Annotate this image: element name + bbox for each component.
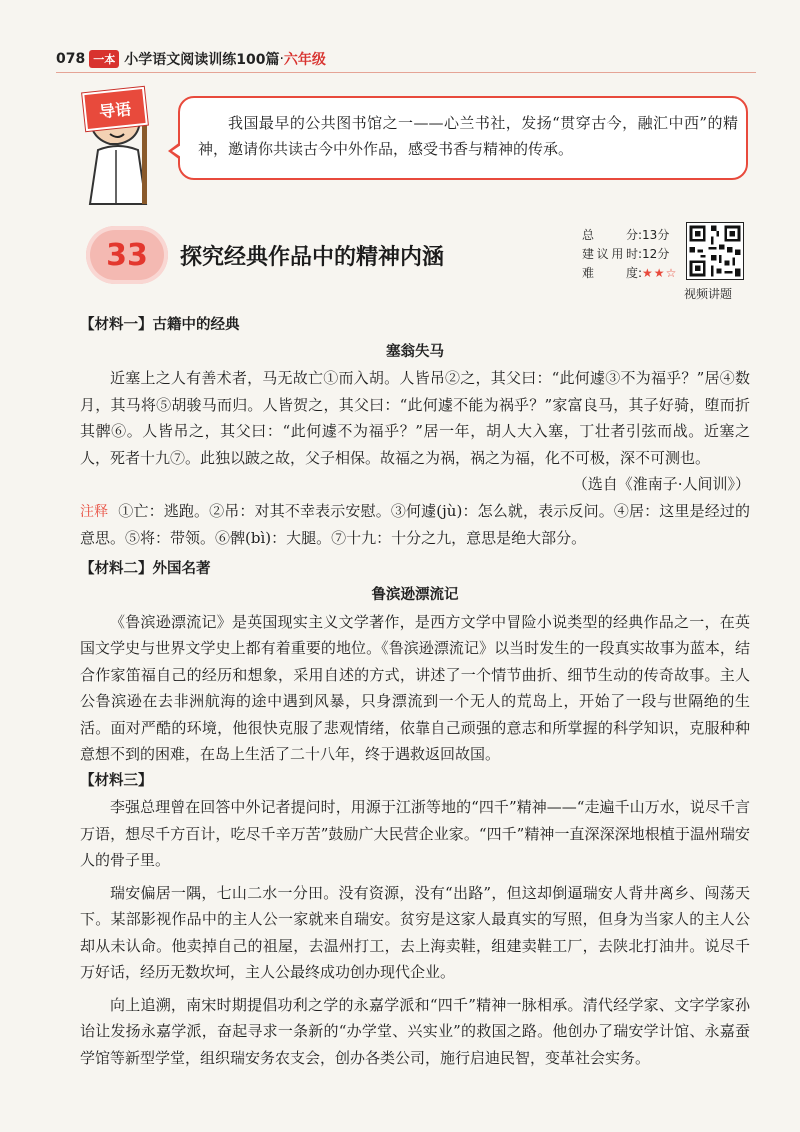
material1-title: 塞翁失马	[386, 343, 444, 360]
book-title: 小学语文阅读训练100篇	[124, 52, 280, 68]
material3-heading: 【材料三】	[80, 772, 153, 789]
material3-paragraph: 瑞安偏居一隅，七山二水一分田。没有资源，没有“出路”，但这却倒逼瑞安人背井离乡、闯荡天下。某部影视作品中的主人公一家就来自瑞安。贫穷是这家人最真实的写照，但身为当家人的主人公却从未认命。他卖掉自己的祖屋，去温州打工，去上海卖鞋，组建卖鞋工厂，去陕北打油井。说尽千万好话，经历无数坎坷，主人公最终成功创办现代企业。	[80, 883, 750, 981]
series-badge: 一本	[89, 50, 119, 68]
reading-content	[80, 312, 750, 1071]
total-score-row: 总分 : 13分	[582, 226, 677, 245]
page-header	[56, 48, 326, 70]
info-value: 13分	[642, 228, 670, 242]
lesson-number: 33	[86, 226, 168, 284]
notes-label: 注释	[80, 503, 109, 520]
qr-label: 视频讲题	[684, 287, 733, 301]
material3-paragraph: 李强总理曾在回答中外记者提问时，用源于江浙等地的“四千”精神——“走遍千山万水，说尽千言万语，想尽千方百计，吃尽千辛万苦”鼓励广大民营企业家。“四千”精神一直深深深地根植于温州瑞安人的骨子里。	[80, 798, 750, 869]
material3-paragraph: 向上追溯，南宋时期提倡功利之学的永嘉学派和“四千”精神一脉相承。清代经学家、文字学家孙诒让发扬永嘉学派，奋起寻求一条新的“办学堂、兴实业”的救国之路。他创办了瑞安学计馆、永嘉蚕学馆等新型学堂，组织瑞安务农支会，创办各类公司，施行启迪民智，变革社会实务。	[80, 995, 750, 1067]
material2-title: 鲁滨逊漂流记	[371, 587, 459, 603]
lesson-info	[582, 226, 677, 283]
material2-heading: 【材料二】外国名著	[80, 560, 211, 577]
header-separator: ·	[279, 51, 284, 67]
difficulty-stars: ★★☆	[642, 266, 678, 280]
grade-label: 六年级	[283, 52, 326, 68]
material1-paragraph: 近塞上之人有善术者，马无故亡①而入胡。人皆吊②之，其父曰：“此何遽③不为福乎？”居④数月，其马将⑤胡骏马而归。人皆贺之，其父曰：“此何遽不能为祸乎？”家富良马，其子好骑，堕而折其髀⑥。人皆吊之，其父曰：“此何遽不为福乎？”居一年，胡人大入塞，丁壮者引弦而战。近塞之人，死者十九⑦。此独以跛之故，父子相保。故福之为祸，祸之为福，化不可极，深不可测也。	[80, 369, 750, 467]
material1-notes	[80, 498, 750, 552]
material1-source: （选自《淮南子·人间训》）	[572, 475, 750, 493]
info-label: 难度	[582, 266, 638, 280]
material1-heading: 【材料一】古籍中的经典	[80, 317, 240, 333]
info-label: 建议用时	[582, 247, 638, 261]
intro-sign: 导语	[82, 87, 148, 131]
page-number: 078	[56, 51, 86, 67]
notes-text: ①亡：逃跑。②吊：对其不幸表示安慰。③何遽(jù)：怎么就，表示反问。④居：这里是经过的意思。⑤将：带领。⑥髀(bì)：大腿。⑦十九：十分之九，意思是绝大部分。	[80, 501, 751, 547]
header-divider	[56, 72, 756, 73]
difficulty-row: 难度 : ★★☆	[582, 264, 677, 283]
info-value: 12分	[642, 247, 670, 261]
intro-text: 我国最早的公共图书馆之一——心兰书社，发扬“贯穿古今，融汇中西”的精神，邀请你共读古今中外作品，感受书香与精神的传承。	[198, 114, 738, 158]
time-row: 建议用时 : 12分	[582, 245, 677, 264]
lesson-title: 探究经典作品中的精神内涵	[180, 245, 445, 270]
bubble-tail-inner	[172, 145, 181, 157]
qr-code-icon[interactable]	[686, 222, 744, 280]
info-label: 总分	[582, 228, 638, 242]
material2-paragraph: 《鲁滨逊漂流记》是英国现实主义文学著作，是西方文学中冒险小说类型的经典作品之一，在英国文学史与世界文学史上都有着重要的地位。《鲁滨逊漂流记》以当时发生的一段真实故事为蓝本，结合作家笛福自己的经历和想象，采用自述的方式，讲述了一个情节曲折、细节生动的传奇故事。主人公鲁滨逊在去非洲航海的途中遇到风暴，只身漂流到一个无人的荒岛上，开始了一段与世隔绝的生活。面对严酷的环境，他很快克服了悲观情绪，依靠自己顽强的意志和所掌握的科学知识，克服种种意想不到的困难，在岛上生活了二十八年，终于遇救返回故国。	[80, 612, 750, 763]
